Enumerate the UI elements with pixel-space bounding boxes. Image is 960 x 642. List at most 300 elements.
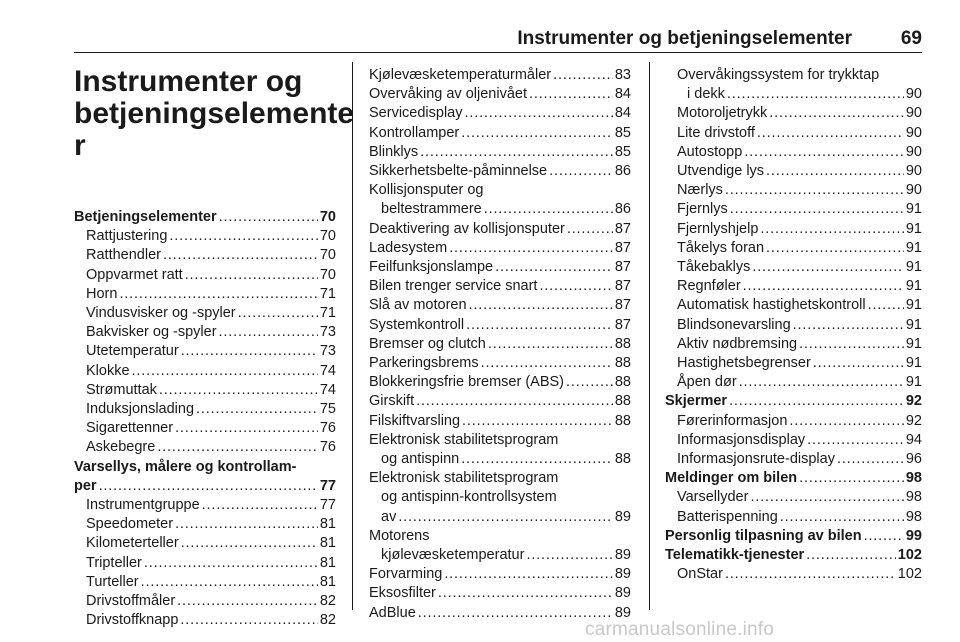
dot-leader xyxy=(752,258,904,277)
toc-entry xyxy=(369,143,631,162)
toc-entry-page: 91 xyxy=(905,201,922,218)
toc-entry-text: Blinklys xyxy=(369,143,419,160)
toc-entry xyxy=(369,239,631,258)
toc-entry xyxy=(665,200,922,219)
dot-leader xyxy=(799,469,904,488)
toc-entry-text: Elektronisk stabilitetsprogram xyxy=(369,470,559,487)
toc-entry-page: 94 xyxy=(905,431,922,448)
toc-entry-text: og antispinn-kontrollsystem xyxy=(381,489,557,506)
toc-entry xyxy=(74,227,336,246)
toc-entry xyxy=(74,477,336,496)
toc-entry xyxy=(74,381,336,400)
toc-entry-page: 91 xyxy=(905,374,922,391)
dot-leader xyxy=(806,546,896,565)
toc-entry-page: 75 xyxy=(319,401,336,418)
dot-leader xyxy=(766,239,904,258)
toc-entry xyxy=(369,469,631,488)
toc-entry xyxy=(665,181,922,200)
toc-entry xyxy=(369,104,631,123)
toc-entry-page: 77 xyxy=(319,497,336,514)
toc-entry-page: 90 xyxy=(905,124,922,141)
dot-leader xyxy=(99,477,318,496)
toc-entry xyxy=(369,412,631,431)
dot-leader xyxy=(461,450,613,469)
toc-entry-text: Girskift xyxy=(369,393,415,410)
toc-entry xyxy=(665,277,922,296)
toc-entry xyxy=(665,162,922,181)
dot-leader xyxy=(807,431,904,450)
toc-entry-text: Utvendige lys xyxy=(677,163,765,180)
toc-entry-text: Horn xyxy=(86,285,118,302)
toc-entry-page: 86 xyxy=(614,163,631,180)
toc-entry-page: 89 xyxy=(614,566,631,583)
toc-entry xyxy=(74,362,336,381)
toc-entry-text: Tåkelys foran xyxy=(677,239,765,256)
toc-column-1 xyxy=(74,65,355,630)
toc-entry-text: Askebegre xyxy=(86,439,156,456)
dot-leader xyxy=(119,285,317,304)
toc-entry-text: OnStar xyxy=(677,566,723,583)
toc-entry xyxy=(665,527,922,546)
toc-entry-page: 91 xyxy=(905,335,922,352)
toc-entry-text: Drivstoffmåler xyxy=(86,593,176,610)
dot-leader xyxy=(730,200,904,219)
toc-entry-page: 91 xyxy=(905,316,922,333)
dot-leader xyxy=(163,246,318,265)
toc-entry xyxy=(74,458,336,477)
toc-entry-text: Drivstoffknapp xyxy=(86,612,179,629)
toc-entry-page: 98 xyxy=(905,470,922,487)
dot-leader xyxy=(175,515,318,534)
dot-leader xyxy=(729,392,904,411)
toc-entry-page: 82 xyxy=(319,593,336,610)
toc-entry xyxy=(665,296,922,315)
toc-entry xyxy=(665,412,922,431)
toc-entry-text: Aktiv nødbremsing xyxy=(677,335,798,352)
toc-entry-page: 96 xyxy=(905,451,922,468)
toc-entry xyxy=(74,342,336,361)
toc-entry xyxy=(665,450,922,469)
dot-leader xyxy=(793,316,904,335)
dot-leader xyxy=(739,373,904,392)
toc-entry-page: 91 xyxy=(905,259,922,276)
toc-column-2 xyxy=(369,66,631,623)
dot-leader xyxy=(175,419,318,438)
toc-column-3 xyxy=(665,66,922,584)
toc-entry-text: Kontrollamper xyxy=(369,124,460,141)
toc-entry xyxy=(665,85,922,104)
running-header-title: Instrumenter og betjeningselementer xyxy=(517,28,852,49)
toc-entry-text: Eksosfilter xyxy=(369,585,436,602)
toc-entry-page: 74 xyxy=(319,362,336,379)
toc-entry xyxy=(665,335,922,354)
dot-leader xyxy=(181,534,318,553)
dot-leader xyxy=(553,66,613,85)
dot-leader xyxy=(766,162,904,181)
dot-leader xyxy=(462,412,613,431)
dot-leader xyxy=(495,258,613,277)
toc-entry-text: AdBlue xyxy=(369,604,416,621)
toc-entry-text: Fjernlys xyxy=(677,201,728,218)
dot-leader xyxy=(141,573,318,592)
dot-leader xyxy=(567,220,613,239)
dot-leader xyxy=(539,277,612,296)
toc-entry xyxy=(74,208,336,227)
toc-entry-text: Personlig tilpasning av bilen xyxy=(665,527,862,544)
dot-leader xyxy=(159,381,318,400)
toc-entry xyxy=(665,124,922,143)
toc-entry xyxy=(665,220,922,239)
dot-leader xyxy=(398,508,613,527)
toc-entry-text: Kilometerteller xyxy=(86,535,179,552)
toc-entry-page: 90 xyxy=(905,163,922,180)
toc-entry-text: Strømuttak xyxy=(86,381,157,398)
toc-entry-text: Kollisjonsputer og xyxy=(369,182,484,199)
toc-entry-text: Motoroljetrykk xyxy=(677,105,768,122)
toc-entry-page: 87 xyxy=(614,297,631,314)
toc-entry-text: Batterispenning xyxy=(677,508,778,525)
toc-entry xyxy=(74,285,336,304)
toc-entry xyxy=(369,296,631,315)
toc-entry xyxy=(665,469,922,488)
toc-entry xyxy=(665,354,922,373)
toc-entry xyxy=(665,508,922,527)
toc-entry-text: Bremser og clutch xyxy=(369,335,486,352)
dot-leader xyxy=(144,554,318,573)
toc-entry xyxy=(369,200,631,219)
dot-leader xyxy=(132,362,318,381)
toc-entry xyxy=(74,266,336,285)
toc-entry xyxy=(369,527,631,546)
chapter-title: Instrumenter og betjeningselemente r xyxy=(74,65,355,162)
toc-entry-text: Fjernlyshjelp xyxy=(677,220,759,237)
toc-entry xyxy=(369,488,631,507)
toc-entry xyxy=(665,239,922,258)
toc-entry-text: og antispinn xyxy=(381,451,460,468)
toc-entry-page: 87 xyxy=(614,278,631,295)
toc-entry-page: 89 xyxy=(614,508,631,525)
toc-entry xyxy=(369,335,631,354)
dot-leader xyxy=(181,342,318,361)
toc-entry-page: 83 xyxy=(614,67,631,83)
dot-leader xyxy=(219,208,318,227)
toc-entry-page: 92 xyxy=(905,412,922,429)
toc-entry-page: 90 xyxy=(905,143,922,160)
toc-entry-text: Autostopp xyxy=(677,143,743,160)
toc-entry-text: Klokke xyxy=(86,362,130,379)
toc-entry-text: Bilen trenger service snart xyxy=(369,278,538,295)
toc-entry-page: 92 xyxy=(905,393,922,410)
column-divider xyxy=(352,62,353,610)
toc-entry-page: 70 xyxy=(319,266,336,283)
toc-entry-page: 84 xyxy=(614,86,631,103)
toc-entry-text: beltestrammere xyxy=(381,201,482,218)
dot-leader xyxy=(418,604,613,623)
toc-entry-text: Servicedisplay xyxy=(369,105,463,122)
toc-entry-page: 87 xyxy=(614,316,631,333)
toc-entry xyxy=(74,534,336,553)
toc-entry-text: Ladesystem xyxy=(369,239,448,256)
toc-entry xyxy=(665,392,922,411)
toc-entry-text: Forvarming xyxy=(369,566,443,583)
dot-leader xyxy=(760,220,903,239)
toc-entry-page: 90 xyxy=(905,86,922,103)
toc-entry-text: i dekk xyxy=(687,86,725,103)
toc-entry xyxy=(665,565,922,584)
toc-entry-page: 82 xyxy=(319,612,336,629)
toc-entry-text: Førerinformasjon xyxy=(677,412,788,429)
toc-entry xyxy=(369,392,631,411)
toc-entry-text: Nærlys xyxy=(677,182,723,199)
dot-leader xyxy=(180,611,317,630)
dot-leader xyxy=(177,592,318,611)
toc-entry-text: Tåkebaklys xyxy=(677,259,751,276)
toc-entry-text: Feilfunksjonslampe xyxy=(369,259,494,276)
toc-entry-page: 77 xyxy=(319,477,336,494)
toc-entry xyxy=(74,246,336,265)
dot-leader xyxy=(438,584,613,603)
toc-entry-text: Filskiftvarsling xyxy=(369,412,461,429)
toc-entry-text: Overvåkingssystem for trykktap xyxy=(677,67,880,83)
toc-entry xyxy=(665,104,922,123)
toc-entry xyxy=(369,85,631,104)
toc-entry-text: Kjølevæsketemperaturmåler xyxy=(369,67,552,83)
toc-entry-text: Meldinger om bilen xyxy=(665,470,798,487)
toc-entry xyxy=(369,354,631,373)
toc-entry xyxy=(369,450,631,469)
toc-entry-page: 89 xyxy=(614,604,631,621)
toc-entry xyxy=(369,277,631,296)
dot-leader xyxy=(169,227,317,246)
toc-entry-page: 71 xyxy=(319,305,336,322)
toc-entry xyxy=(369,584,631,603)
toc-entry-page: 76 xyxy=(319,420,336,437)
dot-leader xyxy=(769,104,904,123)
toc-entry xyxy=(369,508,631,527)
toc-entry-page: 84 xyxy=(614,105,631,122)
page-number: 69 xyxy=(900,28,922,49)
dot-leader xyxy=(444,565,613,584)
watermark: carmanualsonline.info xyxy=(585,619,775,640)
toc-entry-text: Varsellys, målere og kontrollam- xyxy=(74,458,297,475)
toc-entry xyxy=(665,546,922,565)
toc-entry xyxy=(74,323,336,342)
toc-entry-text: Ratthendler xyxy=(86,247,161,264)
toc-entry xyxy=(665,488,922,507)
toc-entry-text: Blindsonevarsling xyxy=(677,316,791,333)
toc-entry xyxy=(369,181,631,200)
page-header xyxy=(74,22,922,52)
toc-entry-text: Speedometer xyxy=(86,516,174,533)
dot-leader xyxy=(789,412,903,431)
toc-entry-text: Regnføler xyxy=(677,278,741,295)
toc-entry-text: Turteller xyxy=(86,573,139,590)
dot-leader xyxy=(465,104,613,123)
dot-leader xyxy=(727,85,904,104)
toc-entry-text: Slå av motoren xyxy=(369,297,467,314)
dot-leader xyxy=(202,496,318,515)
toc-entry-text: Betjeningselementer xyxy=(74,209,217,225)
toc-entry-text: Rattjustering xyxy=(86,228,168,245)
toc-entry-text: av xyxy=(381,508,397,525)
toc-entry xyxy=(369,220,631,239)
dot-leader xyxy=(864,527,904,546)
dot-leader xyxy=(744,143,904,162)
toc-entry-page: 91 xyxy=(905,297,922,314)
dot-leader xyxy=(526,546,612,565)
toc-entry xyxy=(665,66,922,85)
toc-entry-page: 91 xyxy=(905,220,922,237)
toc-entry-page: 102 xyxy=(897,566,922,583)
toc-entry-text: Åpen dør xyxy=(677,374,737,391)
dot-leader xyxy=(466,316,613,335)
toc-entry-page: 99 xyxy=(905,527,922,544)
toc-entry xyxy=(369,258,631,277)
toc-entry-text: Skjermer xyxy=(665,393,728,410)
toc-entry-text: Tripteller xyxy=(86,554,142,571)
toc-entry-text: Motorens xyxy=(369,527,430,544)
toc-entry xyxy=(369,66,631,85)
dot-leader xyxy=(780,508,904,527)
dot-leader xyxy=(196,400,318,419)
dot-leader xyxy=(757,124,904,143)
toc-entry-text: Informasjonsdisplay xyxy=(677,431,806,448)
dot-leader xyxy=(420,143,613,162)
toc-entry xyxy=(74,400,336,419)
toc-entry xyxy=(369,373,631,392)
dot-leader xyxy=(484,200,613,219)
toc-entry-text: Automatisk hastighetskontroll xyxy=(677,297,866,314)
toc-entry-page: 71 xyxy=(319,285,336,302)
toc-entry-page: 87 xyxy=(614,220,631,237)
dot-leader xyxy=(725,181,904,200)
toc-entry xyxy=(665,258,922,277)
dot-leader xyxy=(157,438,318,457)
toc-entry xyxy=(369,565,631,584)
toc-entry-page: 73 xyxy=(319,324,336,341)
toc-entry xyxy=(369,124,631,143)
toc-entry-text: Systemkontroll xyxy=(369,316,465,333)
dot-leader xyxy=(549,162,613,181)
dot-leader xyxy=(481,354,613,373)
toc-entry-text: Elektronisk stabilitetsprogram xyxy=(369,431,559,448)
toc-entry-page: 70 xyxy=(319,247,336,264)
dot-leader xyxy=(813,354,904,373)
toc-entry-text: Varsellyder xyxy=(677,489,749,506)
toc-entry-page: 98 xyxy=(905,508,922,525)
dot-leader xyxy=(449,239,613,258)
toc-entry-text: Informasjonsrute-display xyxy=(677,451,835,468)
toc-entry xyxy=(665,316,922,335)
toc-entry xyxy=(74,515,336,534)
dot-leader xyxy=(488,335,613,354)
toc-entry xyxy=(74,438,336,457)
toc-entry-text: per xyxy=(74,477,97,494)
toc-entry-page: 89 xyxy=(614,547,631,564)
toc-entry-text: Deaktivering av kollisjonsputer xyxy=(369,220,565,237)
toc-entry-page: 89 xyxy=(614,585,631,602)
column-divider xyxy=(649,62,650,610)
toc-entry-text: Sigarettenner xyxy=(86,420,174,437)
toc-entry-page: 88 xyxy=(614,335,631,352)
dot-leader xyxy=(837,450,904,469)
toc-entry xyxy=(665,373,922,392)
toc-entry-page: 85 xyxy=(614,124,631,141)
toc-entry xyxy=(665,431,922,450)
dot-leader xyxy=(238,304,318,323)
toc-entry-page: 81 xyxy=(319,554,336,571)
toc-entry xyxy=(74,592,336,611)
dot-leader xyxy=(750,488,903,507)
toc-entry-page: 70 xyxy=(319,209,336,225)
header-rule xyxy=(74,52,922,53)
toc-entry xyxy=(665,143,922,162)
toc-entry-page: 76 xyxy=(319,439,336,456)
dot-leader xyxy=(868,296,904,315)
toc-entry-page: 88 xyxy=(614,412,631,429)
toc-entry xyxy=(74,496,336,515)
toc-entry xyxy=(74,304,336,323)
toc-entry-page: 81 xyxy=(319,516,336,533)
dot-leader xyxy=(529,85,613,104)
dot-leader xyxy=(416,392,613,411)
dot-leader xyxy=(461,124,613,143)
toc-entry-text: Lite drivstoff xyxy=(677,124,755,141)
toc-entry-page: 102 xyxy=(897,547,922,564)
toc-entry xyxy=(74,611,336,630)
toc-entry-page: 81 xyxy=(319,535,336,552)
toc-entry-page: 73 xyxy=(319,343,336,360)
toc-entry-page: 88 xyxy=(614,355,631,372)
toc-entry-text: Parkeringsbrems xyxy=(369,355,479,372)
toc-entry-page: 91 xyxy=(905,239,922,256)
toc-entry-page: 88 xyxy=(614,374,631,391)
toc-entry xyxy=(369,162,631,181)
toc-entry-text: Blokkeringsfrie bremser (ABS) xyxy=(369,374,564,391)
toc-entry-page: 88 xyxy=(614,393,631,410)
toc-entry-page: 88 xyxy=(614,451,631,468)
toc-entry-text: Hastighetsbegrenser xyxy=(677,355,811,372)
dot-leader xyxy=(725,565,896,584)
toc-entry xyxy=(369,431,631,450)
dot-leader xyxy=(743,277,904,296)
toc-entry xyxy=(369,316,631,335)
toc-entry-text: Utetemperatur xyxy=(86,343,179,360)
toc-entry-page: 91 xyxy=(905,355,922,372)
toc-entry-page: 90 xyxy=(905,182,922,199)
toc-entry-text: Sikkerhetsbelte-påminnelse xyxy=(369,163,548,180)
dot-leader xyxy=(469,296,613,315)
toc-entry-text: Induksjonslading xyxy=(86,401,195,418)
toc-entry-page: 85 xyxy=(614,143,631,160)
toc-entry-page: 86 xyxy=(614,201,631,218)
toc-entry xyxy=(369,546,631,565)
toc-entry-text: Instrumentgruppe xyxy=(86,497,200,514)
dot-leader xyxy=(185,266,318,285)
dot-leader xyxy=(566,373,613,392)
toc-entry xyxy=(74,554,336,573)
toc-entry xyxy=(74,573,336,592)
toc-entry-text: Vindusvisker og -spyler xyxy=(86,305,236,322)
toc-entry-text: Bakvisker og -spyler xyxy=(86,324,217,341)
toc-entry-page: 81 xyxy=(319,573,336,590)
toc-entry-page: 74 xyxy=(319,381,336,398)
toc-entry-page: 87 xyxy=(614,259,631,276)
toc-entry-page: 91 xyxy=(905,278,922,295)
dot-leader xyxy=(799,335,904,354)
toc-entry-text: kjølevæsketemperatur xyxy=(381,547,525,564)
toc-entry-page: 87 xyxy=(614,239,631,256)
